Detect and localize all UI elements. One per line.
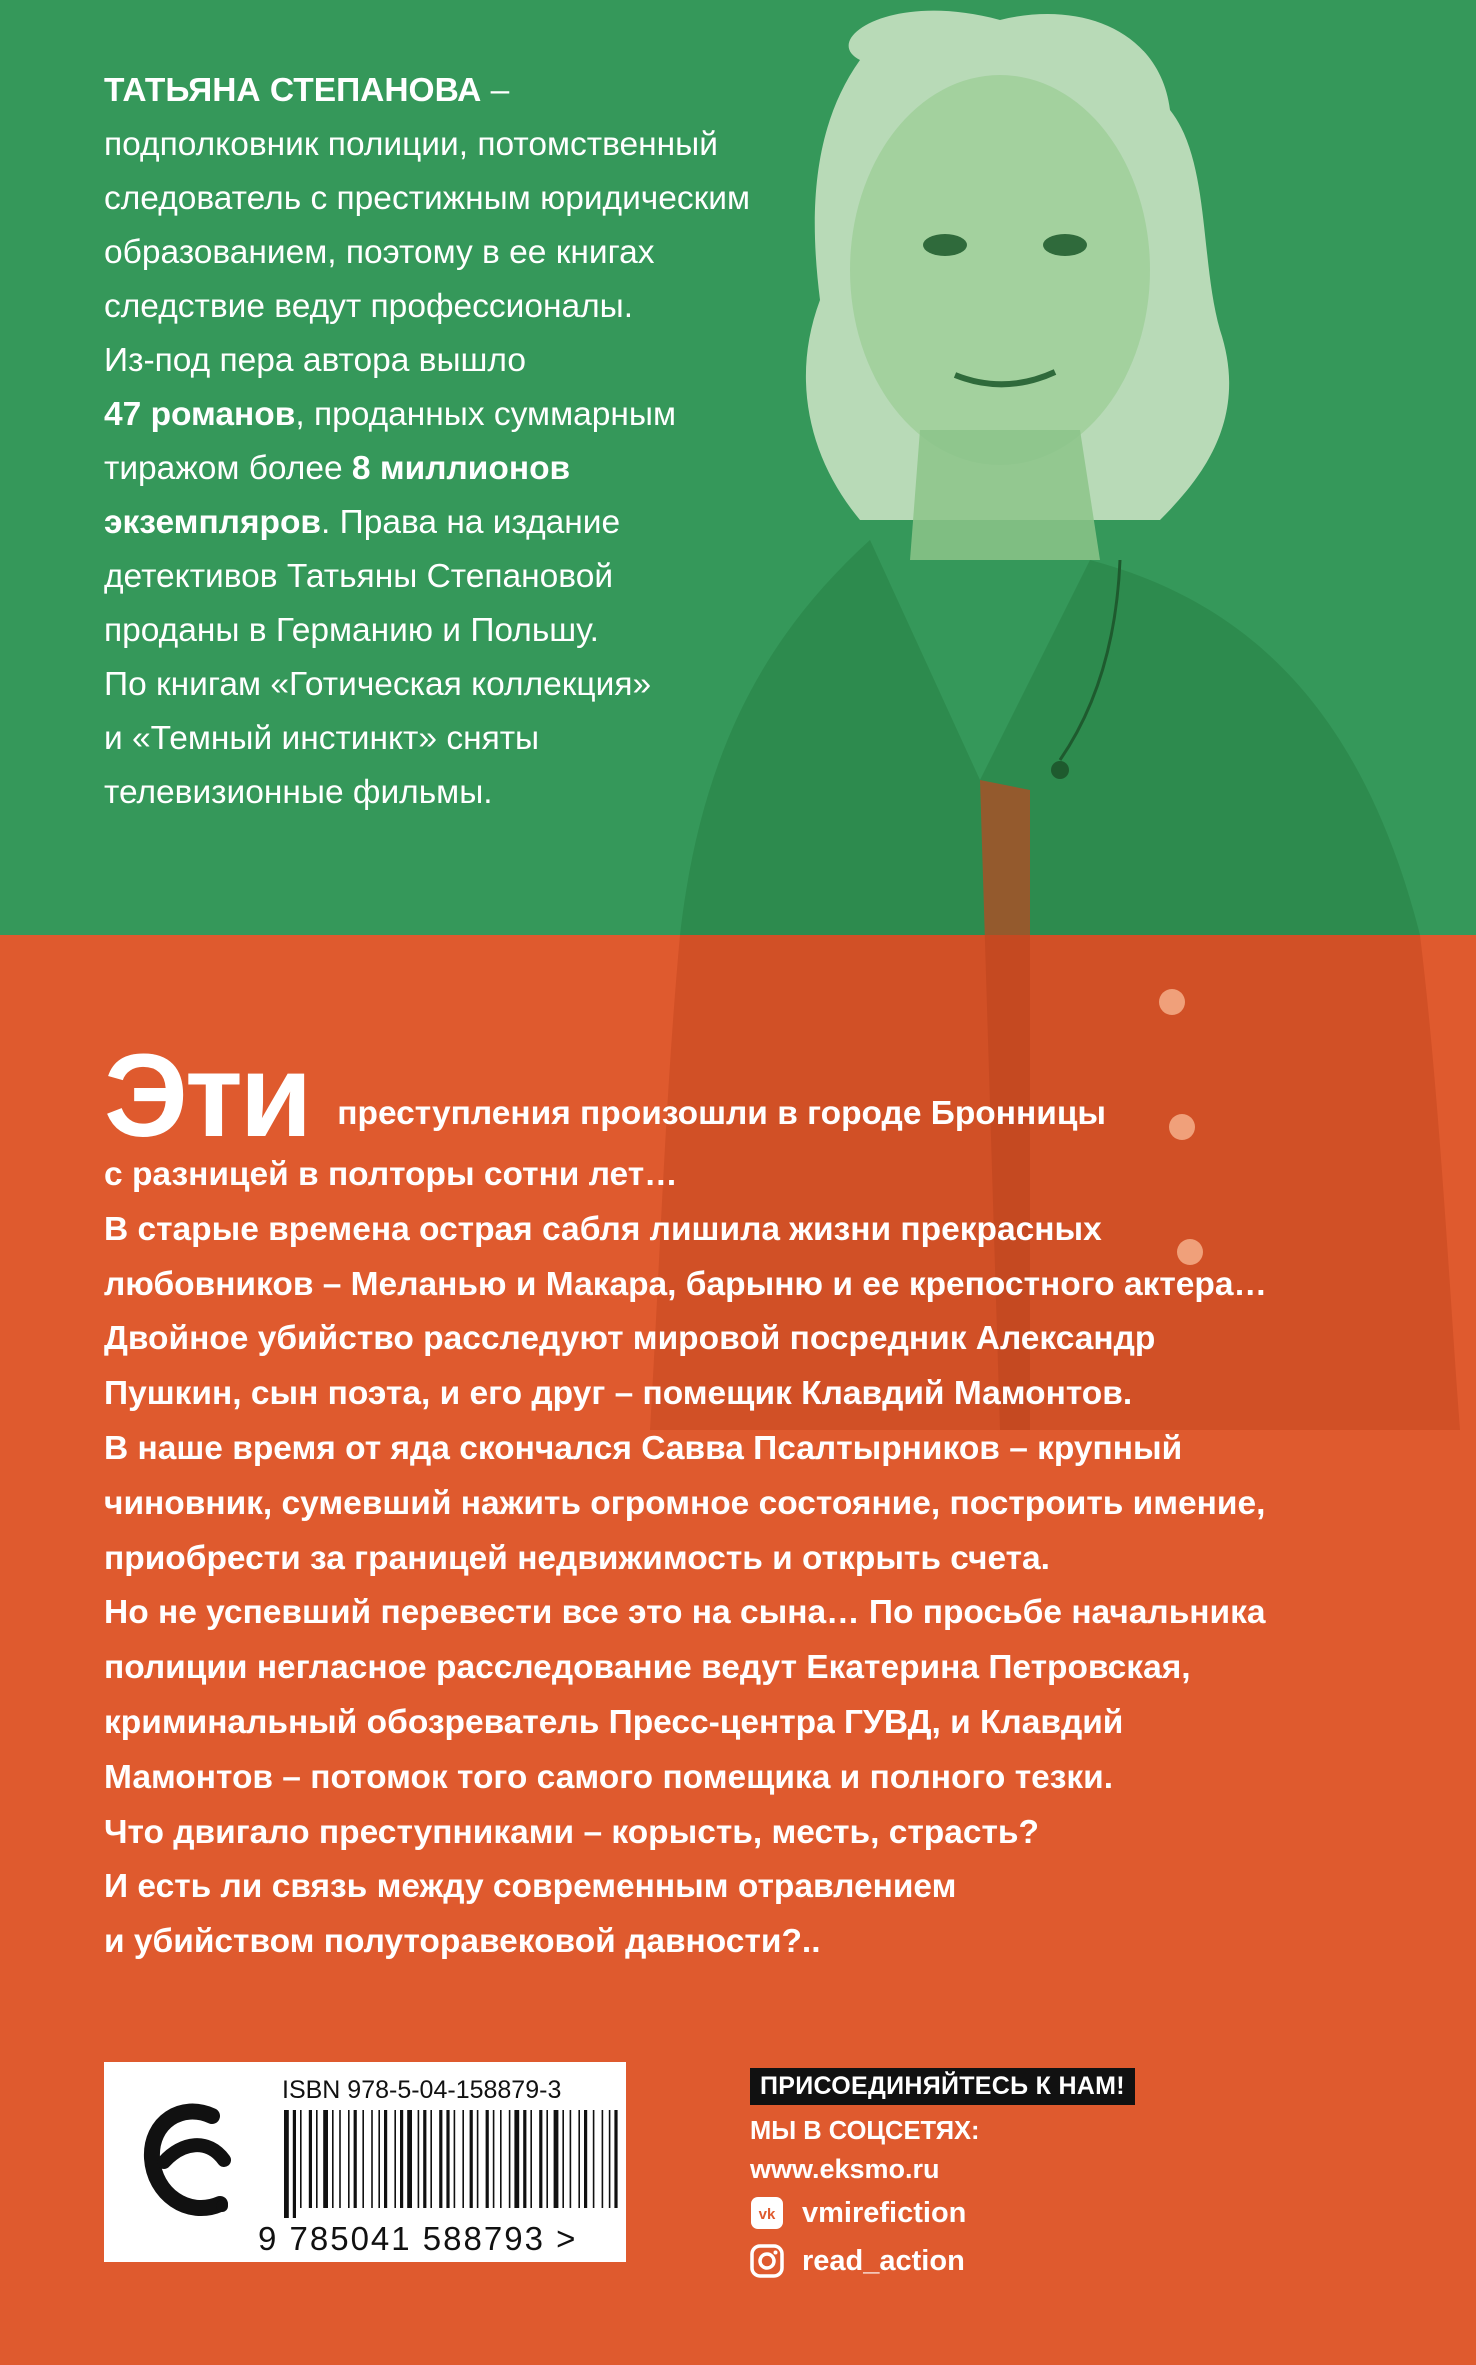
lead-word: Эти	[104, 1030, 310, 1162]
eksmo-logo-icon	[142, 2098, 234, 2226]
barcode-bar	[584, 2110, 587, 2208]
social-heading: МЫ В СОЦСЕТЯХ:	[750, 2117, 980, 2145]
copies-count: 8 миллионов	[351, 450, 571, 487]
barcode-bar	[316, 2110, 318, 2208]
annotation-line: В старые времена острая сабля лишила жизни прекрасных	[104, 1210, 1102, 1248]
barcode-bar	[539, 2110, 542, 2208]
annotation-lead: Эти преступления произошли в городе Бронницы	[104, 1030, 1107, 1162]
annotation-line: любовников – Меланью и Макара, барыню и ее крепостного актера…	[104, 1265, 1267, 1303]
barcode-bar	[400, 2110, 403, 2208]
barcode-bar	[339, 2110, 341, 2208]
barcode-panel	[104, 2062, 626, 2262]
barcode-bar	[578, 2110, 580, 2208]
vk-icon	[750, 2196, 784, 2230]
barcode-bar	[562, 2110, 564, 2208]
annotation-line: В наше время от яда скончался Савва Псалтырников – крупный	[104, 1429, 1183, 1467]
barcode-bar	[293, 2110, 296, 2218]
barcode-bar	[546, 2110, 548, 2208]
barcode-bar	[332, 2110, 334, 2208]
barcode-bar	[602, 2110, 604, 2208]
barcode-bar	[378, 2110, 380, 2208]
instagram-link[interactable]: read_action	[750, 2241, 1135, 2281]
barcode-bar	[394, 2110, 396, 2208]
barcode-bar	[523, 2110, 526, 2208]
barcode-bar	[554, 2110, 559, 2208]
barcode-bar	[593, 2110, 595, 2208]
barcode-bar	[493, 2110, 495, 2208]
join-banner: ПРИСОЕДИНЯЙТЕСЬ К НАМ!	[750, 2068, 1135, 2105]
annotation-line: чиновник, сумевший нажить огромное состояние, построить имение,	[104, 1484, 1266, 1522]
barcode-bar	[509, 2110, 511, 2208]
barcode-digits: 9 785041 588793 >	[258, 2220, 578, 2257]
barcode-bar	[354, 2110, 357, 2208]
annotation-line: приобрести за границей недвижимость и открыть счета.	[104, 1539, 1050, 1577]
barcode-bar	[323, 2110, 328, 2208]
barcode	[282, 2110, 618, 2218]
annotation-line: Но не успевший перевести все это на сына… По просьбе начальника	[104, 1594, 1266, 1632]
barcode-bar	[514, 2110, 519, 2208]
isbn-number: ISBN 978-5-04-158879-3	[282, 2076, 562, 2104]
barcode-bar	[470, 2110, 473, 2208]
barcode-bar	[284, 2110, 289, 2218]
barcode-bar	[300, 2110, 302, 2208]
annotation-line: Двойное убийство расследуют мировой посредник Александр	[104, 1320, 1156, 1358]
annotation-line: с разницей в полторы сотни лет…	[104, 1156, 678, 1193]
vk-link[interactable]: vk vmirefiction	[750, 2193, 1135, 2233]
barcode-bar	[371, 2110, 373, 2208]
author-name: ТАТЬЯНА СТЕПАНОВА	[104, 72, 482, 109]
annotation-line: Что двигало преступниками – корысть, месть, страсть?	[104, 1813, 1039, 1851]
novels-count: 47 романов	[104, 396, 296, 433]
instagram-icon	[750, 2244, 784, 2278]
website-link[interactable]: www.eksmo.ru	[750, 2154, 940, 2184]
annotation-line: Пушкин, сын поэта, и его друг – помещик Клавдий Мамонтов.	[104, 1375, 1133, 1413]
book-annotation	[104, 1028, 1404, 1970]
barcode-bar	[430, 2110, 432, 2208]
barcode-bar	[530, 2110, 532, 2208]
author-bio: ТАТЬЯНА СТЕПАНОВА – подполковник полиции, потомственный следователь с престижным юридическим образованием, поэтому в ее книгах следствие ведут профессионалы. Из-под пера автора вышло 47 романов, проданных суммарным тиражом более 8 миллионов экземпляров. Права на издание детективов Татьяны Степановой проданы в Германию и Польшу. По книгам «Готическая коллекция» и «Темный инстинкт» сняты телевизионные фильмы.	[104, 72, 751, 811]
barcode-bar	[407, 2110, 412, 2208]
social-block	[750, 2068, 1135, 2281]
barcode-bar	[462, 2110, 464, 2208]
barcode-bar	[362, 2110, 364, 2208]
barcode-bar	[486, 2110, 489, 2208]
barcode-bar	[614, 2110, 617, 2208]
annotation-line: полиции негласное расследование ведут Екатерина Петровская,	[104, 1649, 1191, 1687]
svg-text:vk: vk	[758, 2206, 776, 2223]
barcode-bar	[454, 2110, 456, 2208]
barcode-bar	[309, 2110, 312, 2208]
barcode-bar	[446, 2110, 449, 2208]
barcode-bar	[570, 2110, 572, 2208]
annotation-line: криминальный обозреватель Пресс-центра ГУВД, и Клавдий	[104, 1703, 1124, 1741]
barcode-bar	[384, 2110, 387, 2208]
barcode-bar	[477, 2110, 479, 2208]
barcode-bar	[418, 2110, 420, 2208]
barcode-bar	[439, 2110, 442, 2208]
barcode-bar	[423, 2110, 426, 2208]
barcode-bar	[609, 2110, 611, 2208]
barcode-bar	[500, 2110, 502, 2208]
annotation-line: и убийством полуторавековой давности?..	[104, 1923, 821, 1961]
barcode-bar	[348, 2110, 350, 2208]
annotation-line: Мамонтов – потомок того самого помещика и полного тезки.	[104, 1758, 1114, 1796]
annotation-line: И есть ли связь между современным отравлением	[104, 1868, 957, 1906]
